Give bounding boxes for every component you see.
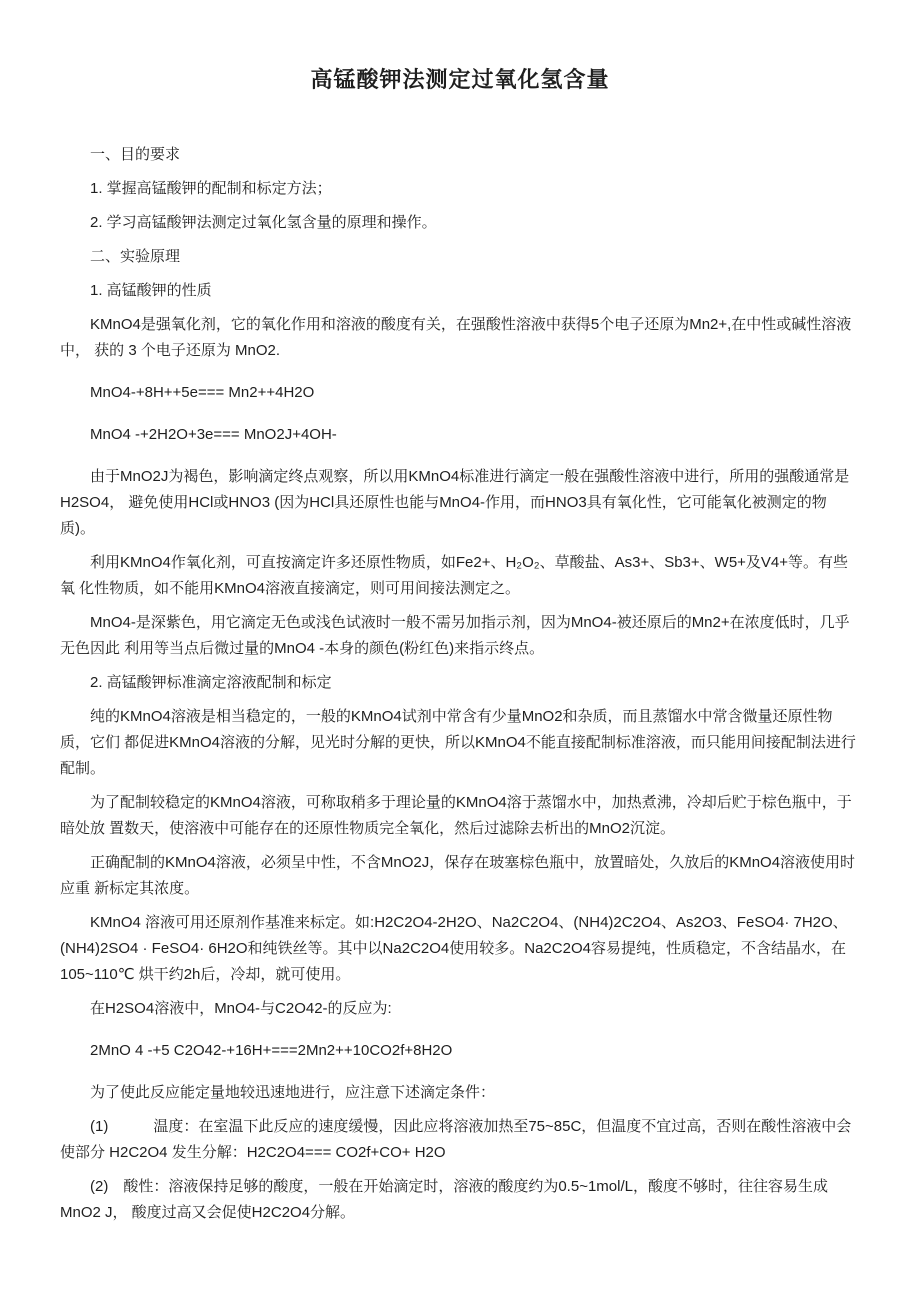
document-body	[60, 142, 860, 1226]
paragraph: 利用KMnO4作氧化剂，可直按滴定许多还原性物质，如Fe2+、H₂O₂、草酸盐、As3+、Sb3+、W5+及V4+等。有些氧 化性物质，如不能用KMnO4溶液直接滴定，则可用间接法测定之。	[60, 554, 849, 597]
section-heading: 一、目的要求	[90, 146, 181, 163]
paragraph: 由于MnO2J为褐色，影响滴定终点观察，所以用KMnO4标准进行滴定一般在强酸性溶液中进行，所用的强酸通常是H2SO4， 避免使用HCl或HNO3 (因为HCl具还原性也能与MnO4-作用，而HNO3具有氧化性，它可能氧化被测定的物质)。	[60, 468, 850, 537]
paragraph: KMnO4 溶液可用还原剂作基准来标定。如:H2C2O4-2H2O、Na2C2O4、(NH4)2C2O4、As2O3、FeSO4· 7H2O、 (NH4)2SO4 · FeSO4· 6H2O和纯铁丝等。其中以Na2C2O4使用较多。Na2C2O4容易提纯，性质稳定，不含结晶水，在105~110℃ 烘干约2h后，冷却，就可使用。	[60, 914, 852, 983]
list-item: 1. 掌握高锰酸钾的配制和标定方法；	[90, 180, 332, 197]
list-item: 2. 高锰酸钾标准滴定溶液配制和标定	[90, 674, 332, 691]
paragraph: 正确配制的KMnO4溶液，必须呈中性，不含MnO2J，保存在玻塞棕色瓶中，放置暗处，久放后的KMnO4溶液使用时应重 新标定其浓度。	[60, 854, 856, 897]
document-title: 高锰酸钾法测定过氧化氢含量	[310, 67, 610, 92]
paragraph: KMnO4是强氧化剂，它的氧化作用和溶液的酸度有关，在强酸性溶液中获得5个电子还原为Mn2+,在中性或碱性溶液中， 获的 3 个电子还原为 MnO2.	[60, 316, 852, 359]
equation: 2MnO 4 -+5 C2O42-+16H+===2Mn2++10CO2f+8H2O	[90, 1042, 453, 1059]
paragraph: 为了配制较稳定的KMnO4溶液，可称取稍多于理论量的KMnO4溶于蒸馏水中，加热煮沸，冷却后贮于棕色瓶中，于暗处放 置数天，使溶液中可能存在的还原性物质完全氧化，然后过滤除去析出的MnO2沉淀。	[60, 794, 852, 837]
paragraph: MnO4-是深紫色，用它滴定无色或浅色试液时一般不需另加指示剂，因为MnO4-被还原后的Mn2+在浓度低时，几乎无色因此 利用等当点后微过量的MnO4 -本身的颜色(粉红色)来指示终点。	[60, 614, 850, 657]
list-item: 2. 学习高锰酸钾法测定过氧化氢含量的原理和操作。	[90, 214, 437, 231]
paragraph: 为了使此反应能定量地较迅速地进行，应注意下述滴定条件：	[90, 1084, 496, 1101]
list-item: 1. 高锰酸钾的性质	[90, 282, 212, 299]
paragraph: 纯的KMnO4溶液是相当稳定的，一般的KMnO4试剂中常含有少量MnO2和杂质，而且蒸馏水中常含微量还原性物质，它们 都促进KMnO4溶液的分解，见光时分解的更快，所以KMnO4不能直接配制标准溶液，而只能用间接配制法进行配制。	[60, 708, 856, 777]
paragraph: (1) 温度：在室温下此反应的速度缓慢，因此应将溶液加热至75~85C，但温度不宜过高，否则在酸性溶液中会使部分 H2C2O4 发生分解：H2C2O4=== CO2f+CO+ H2O	[60, 1118, 852, 1161]
paragraph: (2) 酸性：溶液保持足够的酸度，一般在开始滴定时，溶液的酸度约为0.5~1mol/L，酸度不够时，往往容易生成MnO2 J， 酸度过高又会促使H2C2O4分解。	[60, 1178, 828, 1221]
equation: MnO4 -+2H2O+3e=== MnO2J+4OH-	[90, 426, 337, 443]
paragraph: 在H2SO4溶液中，MnO4-与C2O42-的反应为:	[90, 1000, 392, 1017]
section-heading: 二、实验原理	[90, 248, 181, 265]
equation: MnO4-+8H++5e=== Mn2++4H2O	[90, 384, 315, 401]
